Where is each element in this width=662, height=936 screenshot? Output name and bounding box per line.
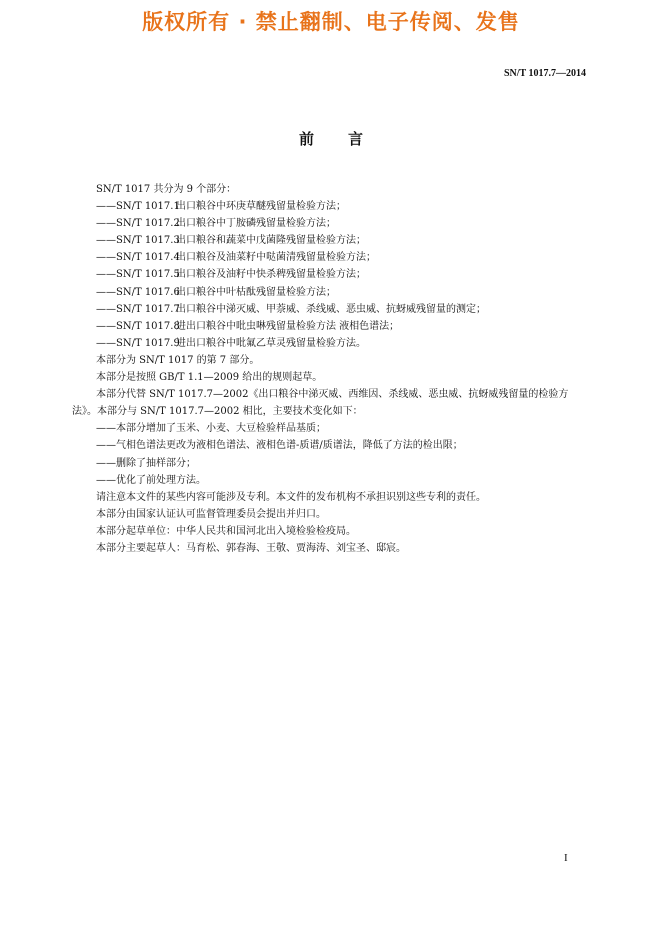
part-title: 出口粮谷中丁胺磷残留量检验方法； xyxy=(176,218,336,230)
part-code: ——SN/T 1017.1 xyxy=(96,201,180,213)
part-title: 出口粮谷及油菜籽中哒菌清残留量检验方法； xyxy=(176,252,376,264)
part-code: ——SN/T 1017.3 xyxy=(96,235,180,247)
page-title: 前言 xyxy=(298,130,397,148)
list-item: ——本部分增加了玉米、小麦、大豆检验样品基质； xyxy=(96,423,326,435)
part-title: 出口粮谷中叶枯酞残留量检验方法； xyxy=(176,286,336,298)
replacement-statement: 本部分代替 SN/T 1017.7—2002《出口粮谷中涕灭威、西维因、杀线威、恶虫威、抗蚜威残留量的检验方法》。本部分与 SN/T 1017.7—2002 相比，主要技术变化如下： xyxy=(72,389,569,418)
part-statement: 本部分为 SN/T 1017 的第 7 部分。 xyxy=(96,354,260,366)
list-item xyxy=(72,266,588,283)
patent-notice: 请注意本文件的某些内容可能涉及专利。本文件的发布机构不承担识别这些专利的责任。 xyxy=(96,491,486,503)
proposer-statement: 本部分由国家认证认可监督管理委员会提出并归口。 xyxy=(96,508,326,520)
list-item xyxy=(72,335,588,352)
part-title: 出口粮谷中涕灭威、甲萘威、杀线威、恶虫威、抗蚜威残留量的测定； xyxy=(176,303,486,315)
part-title: 出口粮谷和蔬菜中戊菌隆残留量检验方法； xyxy=(176,235,366,247)
list-item xyxy=(72,318,588,335)
part-title: 出口粮谷中环庚草醚残留量检验方法； xyxy=(176,201,346,213)
intro-paragraph: SN/T 1017 共分为 9 个部分： xyxy=(96,184,237,195)
list-item xyxy=(72,198,588,215)
list-item xyxy=(72,301,588,318)
drafting-unit: 本部分起草单位：中华人民共和国河北出入境检验检疫局。 xyxy=(96,525,356,537)
part-code: ——SN/T 1017.5 xyxy=(96,269,180,281)
list-item: ——优化了前处理方法。 xyxy=(96,474,206,486)
copyright-banner: 版权所有 · 禁止翻制、电子传阅、发售 xyxy=(142,10,520,34)
parts-list xyxy=(72,198,588,352)
changes-list xyxy=(72,420,588,488)
part-title: 出口粮谷及油籽中快杀稗残留量检验方法； xyxy=(176,269,366,281)
part-code: ——SN/T 1017.6 xyxy=(96,286,180,298)
part-code: ——SN/T 1017.8 xyxy=(96,320,180,332)
drafters: 本部分主要起草人：马育松、郭春海、王敬、贾海涛、刘宝圣、邸宸。 xyxy=(96,542,406,554)
part-code: ——SN/T 1017.7 xyxy=(96,303,180,315)
document-number: SN/T 1017.7—2014 xyxy=(503,68,586,79)
list-item: ——删除了抽样部分； xyxy=(96,457,196,469)
part-title: 进出口粮谷中吡氟乙草灵残留量检验方法。 xyxy=(176,337,366,349)
list-item xyxy=(72,232,588,249)
part-code: ——SN/T 1017.9 xyxy=(96,337,180,349)
part-code: ——SN/T 1017.4 xyxy=(96,252,180,264)
drafting-rules: 本部分是按照 GB/T 1.1—2009 给出的规则起草。 xyxy=(96,372,323,384)
list-item xyxy=(72,249,588,266)
page-number: I xyxy=(564,852,568,864)
list-item xyxy=(72,284,588,301)
list-item: ——气相色谱法更改为液相色谱法、液相色谱-质谱/质谱法，降低了方法的检出限； xyxy=(96,440,463,452)
part-title: 进出口粮谷中吡虫啉残留量检验方法 液相色谱法； xyxy=(176,320,400,332)
list-item xyxy=(72,215,588,232)
foreword-body xyxy=(72,181,588,557)
part-code: ——SN/T 1017.2 xyxy=(96,218,180,230)
